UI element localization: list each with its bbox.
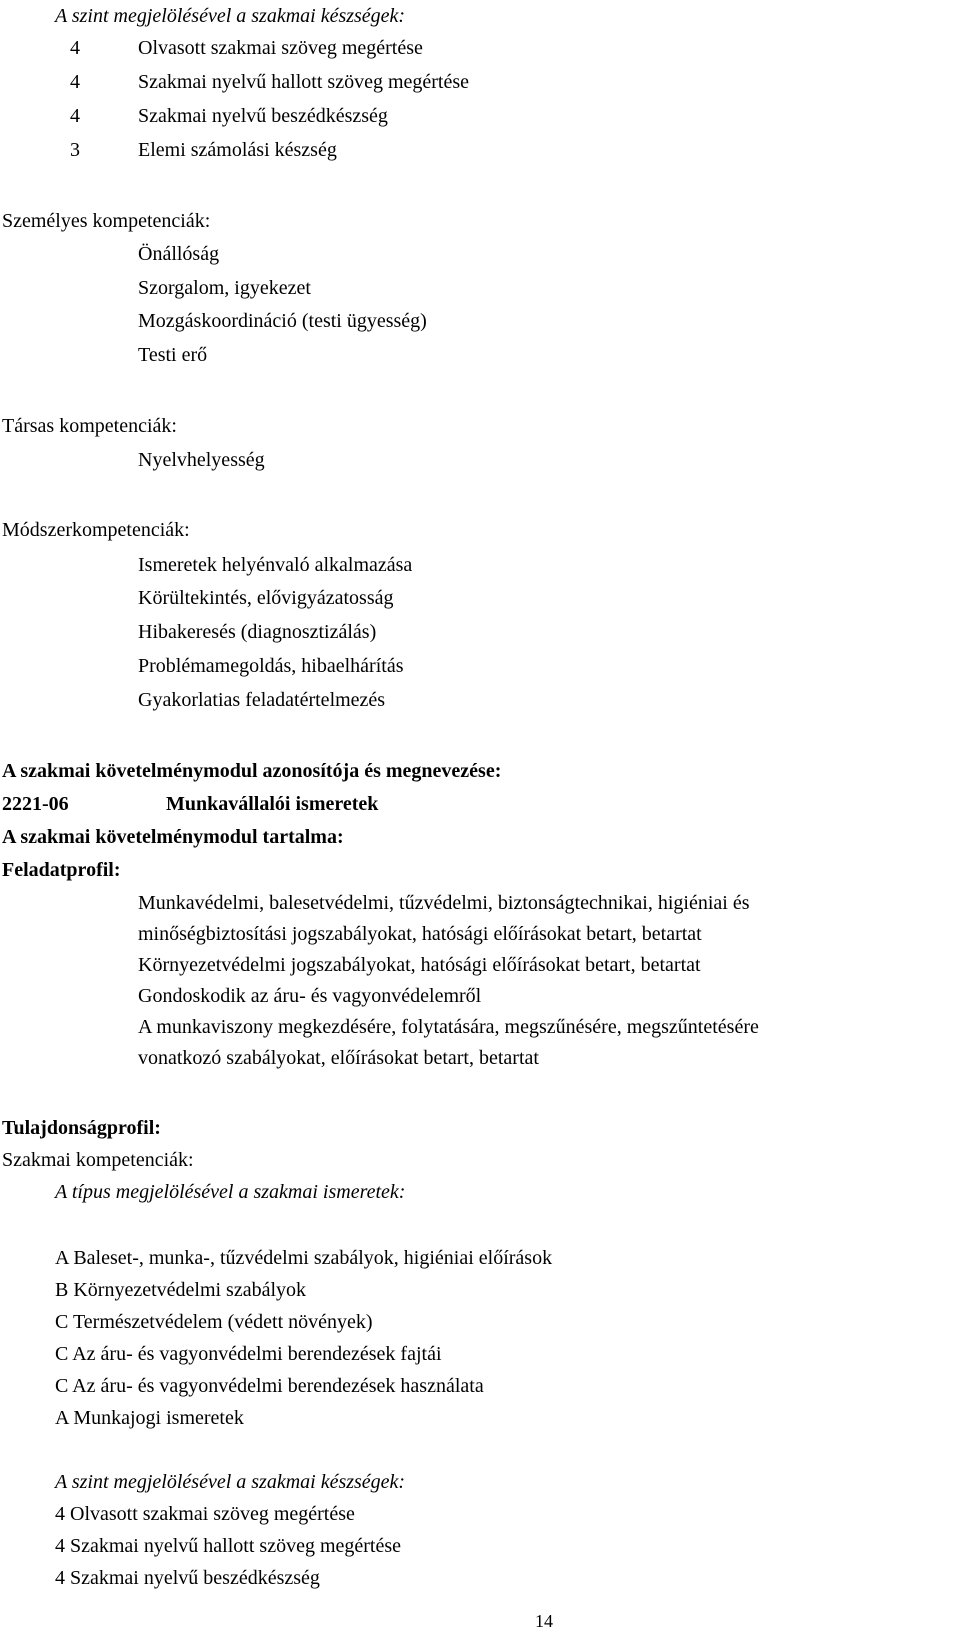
method-competency-item: Körültekintés, elővigyázatosság	[138, 587, 394, 609]
module-skill-item: 4 Szakmai nyelvű beszédkészség	[55, 1567, 320, 1589]
property-profile-heading: Tulajdonságprofil:	[2, 1117, 161, 1139]
task-profile-heading: Feladatprofil:	[2, 859, 121, 881]
knowledge-item: C Az áru- és vagyonvédelmi berendezések fajtái	[55, 1343, 442, 1365]
professional-competencies-heading: Szakmai kompetenciák:	[2, 1149, 194, 1171]
skill-level: 3	[70, 139, 80, 161]
knowledge-item: A Baleset-, munka-, tűzvédelmi szabályok, higiéniai előírások	[55, 1247, 553, 1269]
personal-competency-item: Testi erő	[138, 344, 208, 366]
personal-competencies-heading: Személyes kompetenciák:	[2, 210, 211, 232]
module-skill-item: 4 Olvasott szakmai szöveg megértése	[55, 1503, 355, 1525]
task-line: Munkavédelmi, balesetvédelmi, tűzvédelmi, biztonságtechnikai, higiéniai és	[138, 892, 750, 914]
social-competencies-heading: Társas kompetenciák:	[2, 415, 177, 437]
knowledge-item: C Természetvédelem (védett növények)	[55, 1311, 373, 1333]
skill-level: 4	[70, 71, 80, 93]
personal-competency-item: Önállóság	[138, 243, 220, 265]
module-name: Munkavállalói ismeretek	[166, 793, 379, 815]
method-competency-item: Hibakeresés (diagnosztizálás)	[138, 621, 377, 643]
task-line: Környezetvédelmi jogszabályokat, hatósági előírásokat betart, betartat	[138, 954, 701, 976]
task-line: minőségbiztosítási jogszabályokat, hatósági előírásokat betart, betartat	[138, 923, 702, 945]
knowledge-item: B Környezetvédelmi szabályok	[55, 1279, 307, 1301]
skill-level: 4	[70, 105, 80, 127]
module-content-heading: A szakmai követelménymodul tartalma:	[2, 826, 344, 848]
skill-level: 4	[70, 37, 80, 59]
module-skill-item: 4 Szakmai nyelvű hallott szöveg megértése	[55, 1535, 402, 1557]
task-line: Gondoskodik az áru- és vagyonvédelemről	[138, 985, 482, 1007]
personal-competency-item: Szorgalom, igyekezet	[138, 277, 311, 299]
skill-text: Elemi számolási készség	[138, 139, 337, 161]
page-number: 14	[535, 1611, 553, 1631]
task-line: A munkaviszony megkezdésére, folytatására, megszűnésére, megszűntetésére	[138, 1016, 759, 1038]
skill-text: Szakmai nyelvű hallott szöveg megértése	[138, 71, 470, 93]
method-competency-item: Problémamegoldás, hibaelhárítás	[138, 655, 404, 677]
method-competency-item: Gyakorlatias feladatértelmezés	[138, 689, 386, 711]
skill-text: Olvasott szakmai szöveg megértése	[138, 37, 423, 59]
module-code: 2221-06	[2, 793, 69, 815]
module-id-heading: A szakmai követelménymodul azonosítója és megnevezése:	[2, 760, 502, 782]
personal-competency-item: Mozgáskoordináció (testi ügyesség)	[138, 310, 427, 332]
method-competencies-heading: Módszerkompetenciák:	[2, 519, 190, 541]
knowledge-heading: A típus megjelölésével a szakmai ismeretek:	[55, 1181, 406, 1203]
task-line: vonatkozó szabályokat, előírásokat betart, betartat	[138, 1047, 539, 1069]
social-competency-item: Nyelvhelyesség	[138, 449, 265, 471]
method-competency-item: Ismeretek helyénvaló alkalmazása	[138, 554, 413, 576]
module-skills-heading: A szint megjelölésével a szakmai készségek:	[55, 1471, 406, 1493]
skill-text: Szakmai nyelvű beszédkészség	[138, 105, 388, 127]
skills-heading: A szint megjelölésével a szakmai készségek:	[55, 5, 406, 27]
knowledge-item: C Az áru- és vagyonvédelmi berendezések használata	[55, 1375, 484, 1397]
knowledge-item: A Munkajogi ismeretek	[55, 1407, 244, 1429]
